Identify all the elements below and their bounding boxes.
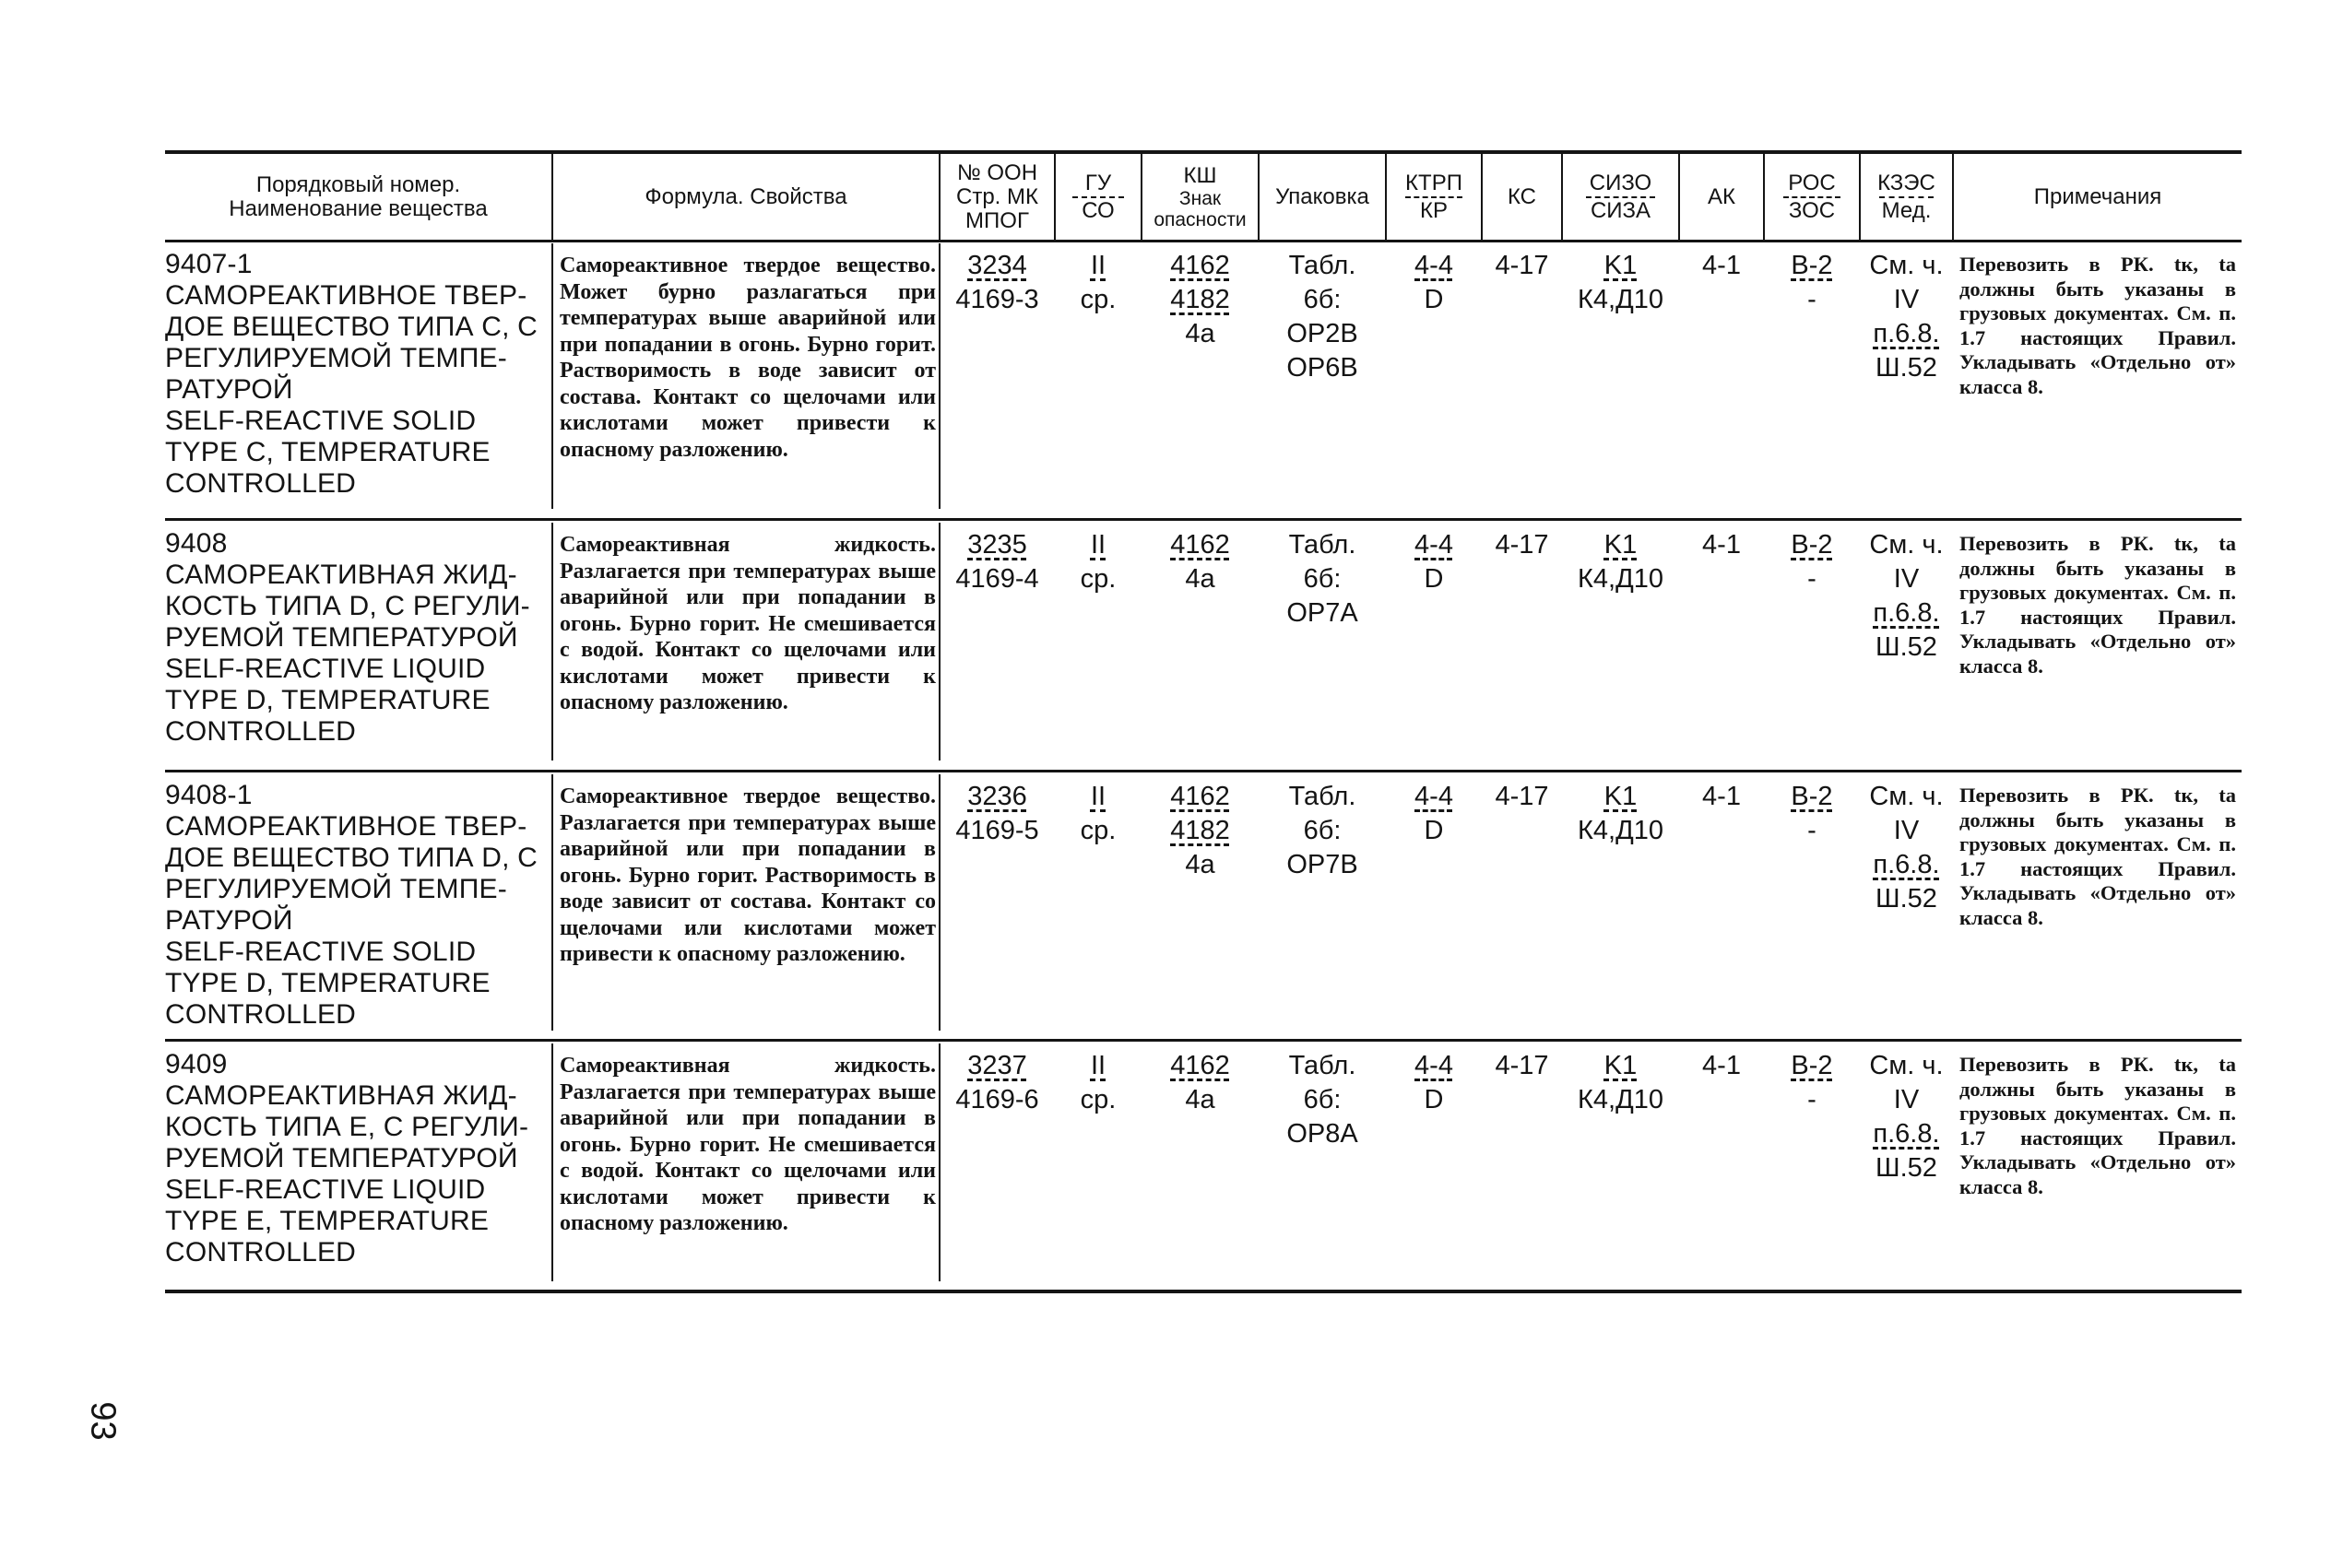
substance-name	[165, 249, 543, 500]
un-number	[941, 528, 1054, 596]
substance-name	[165, 528, 543, 748]
kzes-value-value: Ш.52	[1875, 884, 1937, 914]
sizo-value	[1563, 1049, 1678, 1117]
kzes-value-value: п.6.8.	[1873, 1119, 1940, 1149]
substance-number: 9408	[165, 528, 228, 559]
substance-name-line: САМОРЕАКТИВНАЯ ЖИД-	[165, 560, 517, 590]
substance-name-line: TYPE D, TEMPERATURE	[165, 968, 491, 998]
ks-value: 4-17	[1495, 1051, 1549, 1080]
gu-value-value: II	[1090, 782, 1106, 811]
header-ktrp	[1387, 154, 1481, 240]
packaging-value: OP7A	[1286, 598, 1358, 628]
kzes-value	[1861, 780, 1952, 916]
substance-name-line: РУЕМОЙ ТЕМПЕРАТУРОЙ	[165, 1143, 518, 1173]
un-number-value: 4169-6	[955, 1085, 1039, 1114]
kzes-value-value: п.6.8.	[1873, 850, 1940, 879]
table-bottom-rule	[165, 1290, 2242, 1293]
header-ksh	[1142, 154, 1258, 240]
header-text: Примечания	[2033, 183, 2162, 209]
header-ks	[1483, 154, 1561, 240]
header-sizo	[1563, 154, 1678, 240]
ktrp-value	[1387, 1049, 1481, 1117]
sizo-value-value: К4,Д10	[1578, 285, 1663, 314]
un-number-value: 3237	[967, 1051, 1027, 1080]
kzes-value-value: Ш.52	[1875, 1153, 1937, 1183]
sizo-value-value: K1	[1603, 530, 1638, 560]
kzes-value-value: См. ч.	[1869, 782, 1944, 811]
packaging-value: 6б:	[1303, 285, 1342, 314]
substance-name-line: ДОЕ ВЕЩЕСТВО ТИПА С, С	[165, 312, 538, 342]
substance-name-line: TYPE C, TEMPERATURE	[165, 437, 491, 467]
header-text: Мед.	[1881, 197, 1932, 223]
ktrp-value	[1387, 249, 1481, 317]
header-gu	[1056, 154, 1141, 240]
header-text: Наименование вещества	[229, 195, 488, 221]
substance-name-line: САМОРЕАКТИВНАЯ ЖИД-	[165, 1080, 517, 1111]
page-number: 93	[83, 1401, 123, 1441]
kzes-value-value: Ш.52	[1875, 353, 1937, 383]
substance-name-line: SELF-REACTIVE LIQUID	[165, 1174, 486, 1205]
header-text: Стр. МК	[956, 183, 1038, 209]
sizo-value-value: K1	[1603, 1051, 1638, 1080]
ksh-value	[1142, 528, 1258, 596]
sizo-value	[1563, 780, 1678, 848]
ksh-value-value: 4162	[1170, 530, 1230, 560]
substance-properties: Самореактивная жидкость. Разлагается при температурах выше аварийной или при попадании в огонь. Бурно горит. Не смешивается с водой. Контакт со щелочами или кислотами может привести к опасному разложению.	[560, 533, 936, 714]
packaging-value: Табл.	[1288, 1051, 1356, 1080]
kzes-value	[1861, 1049, 1952, 1185]
ktrp-value-value: D	[1424, 816, 1444, 845]
header-text: АК	[1708, 183, 1735, 209]
un-number-value: 4169-4	[955, 564, 1039, 594]
ktrp-value-value: 4-4	[1414, 530, 1453, 560]
column-divider	[551, 774, 553, 1031]
packaging	[1260, 249, 1385, 385]
gu-value-value: II	[1090, 251, 1106, 280]
header-text: СИЗА	[1590, 197, 1651, 223]
kzes-value-value: IV	[1893, 1085, 1920, 1114]
ak-value: 4-1	[1702, 530, 1741, 560]
substance-name	[165, 780, 543, 1031]
un-number	[941, 249, 1054, 317]
packaging-value: Табл.	[1288, 251, 1356, 280]
row-separator	[165, 1039, 2242, 1042]
substance-name-line: TYPE D, TEMPERATURE	[165, 685, 491, 715]
ktrp-value	[1387, 780, 1481, 848]
header-text: КС	[1507, 183, 1537, 209]
substance-name-line: КОСТЬ ТИПА Е, С РЕГУЛИ-	[165, 1112, 529, 1142]
gu-value	[1056, 780, 1141, 848]
ros-value	[1765, 528, 1859, 596]
gu-value-value: ср.	[1080, 564, 1117, 594]
substance-name-line: РУЕМОЙ ТЕМПЕРАТУРОЙ	[165, 622, 518, 653]
ktrp-value-value: D	[1424, 1085, 1444, 1114]
header-text: ЗОС	[1788, 197, 1836, 223]
un-number-value: 3236	[967, 782, 1027, 811]
ksh-value-value: 4162	[1170, 251, 1230, 280]
header-text: Знак	[1178, 187, 1222, 209]
header-text: № ООН	[956, 159, 1038, 185]
sizo-value-value: K1	[1603, 251, 1638, 280]
header-kzes	[1861, 154, 1952, 240]
header-order-number	[165, 154, 551, 240]
header-ak	[1680, 154, 1763, 240]
kzes-value-value: IV	[1893, 816, 1920, 845]
kzes-value-value: См. ч.	[1869, 251, 1944, 280]
header-text: КШ	[1183, 162, 1217, 188]
ktrp-value-value: 4-4	[1414, 1051, 1453, 1080]
ksh-value	[1142, 249, 1258, 351]
sizo-value	[1563, 528, 1678, 596]
packaging-value: OP6B	[1286, 353, 1358, 383]
ros-value-value: В-2	[1791, 251, 1833, 280]
header-bottom-rule	[165, 240, 2242, 242]
ak-value: 4-1	[1702, 1051, 1741, 1080]
row-separator	[165, 518, 2242, 521]
kzes-value-value: IV	[1893, 564, 1920, 594]
un-number-value: 3234	[967, 251, 1027, 280]
header-text: СО	[1082, 197, 1115, 223]
header-text: Порядковый номер.	[255, 171, 461, 197]
gu-value-value: ср.	[1080, 285, 1117, 314]
header-text: Формула. Свойства	[645, 183, 847, 209]
gu-value-value: ср.	[1080, 1085, 1117, 1114]
column-divider	[551, 243, 553, 509]
ksh-value-value: 4162	[1170, 782, 1230, 811]
ros-value-value: -	[1807, 1085, 1816, 1114]
ksh-value-value: 4а	[1185, 850, 1215, 879]
kzes-value-value: п.6.8.	[1873, 598, 1940, 628]
ksh-value-value: 4182	[1170, 816, 1230, 845]
header-text: Упаковка	[1275, 183, 1369, 209]
ros-value-value: -	[1807, 816, 1816, 845]
substance-name-line: САМОРЕАКТИВНОЕ ТВЕР-	[165, 811, 527, 842]
substance-name-line: КОСТЬ ТИПА D, С РЕГУЛИ-	[165, 591, 530, 621]
gu-value-value: II	[1090, 1051, 1106, 1080]
header-text: РОС	[1788, 170, 1836, 195]
kzes-value	[1861, 528, 1952, 665]
packaging-value: Табл.	[1288, 782, 1356, 811]
header-formula	[553, 154, 939, 240]
header-text: опасности	[1154, 208, 1247, 230]
sizo-value-value: К4,Д10	[1578, 816, 1663, 845]
gu-value	[1056, 1049, 1141, 1117]
substance-number: 9408-1	[165, 780, 253, 810]
substance-number: 9409	[165, 1049, 228, 1079]
header-text: ГУ	[1084, 170, 1112, 195]
kzes-value-value: IV	[1893, 285, 1920, 314]
kzes-value-value: Ш.52	[1875, 632, 1937, 662]
ksh-value-value: 4182	[1170, 285, 1230, 314]
ktrp-value	[1387, 528, 1481, 596]
sizo-value-value: К4,Д10	[1578, 564, 1663, 594]
substance-name-line: РАТУРОЙ	[165, 905, 293, 936]
ksh-value	[1142, 780, 1258, 882]
kzes-value-value: См. ч.	[1869, 530, 1944, 560]
header-text: КТРП	[1405, 170, 1462, 195]
ksh-value-value: 4а	[1185, 319, 1215, 348]
packaging	[1260, 1049, 1385, 1151]
header-text: КЗЭС	[1877, 170, 1935, 195]
substance-name	[165, 1049, 543, 1268]
substance-name-line: SELF-REACTIVE SOLID	[165, 937, 477, 967]
substance-properties: Самореактивная жидкость. Разлагается при температурах выше аварийной или при попадании в огонь. Бурно горит. Не смешивается с водой. Контакт со щелочами или кислотами может привести к опасному разложению.	[560, 1054, 936, 1235]
kzes-value-value: п.6.8.	[1873, 319, 1940, 348]
kzes-value-value: См. ч.	[1869, 1051, 1944, 1080]
notes: Перевозить в РК. tк, tа должны быть указаны в грузовых документах. См. п. 1.7 настоящих Правил. Укладывать «Отдельно от» класса 8.	[1959, 532, 2236, 678]
substance-name-line: TYPE E, TEMPERATURE	[165, 1206, 490, 1236]
sizo-value	[1563, 249, 1678, 317]
ksh-value	[1142, 1049, 1258, 1117]
ktrp-value-value: 4-4	[1414, 782, 1453, 811]
packaging-value: 6б:	[1303, 816, 1342, 845]
ros-value-value: В-2	[1791, 530, 1833, 560]
header-ros	[1765, 154, 1859, 240]
packaging-value: 6б:	[1303, 1085, 1342, 1114]
packaging-value: OP7B	[1286, 850, 1358, 879]
substance-name-line: САМОРЕАКТИВНОЕ ТВЕР-	[165, 280, 527, 311]
substance-name-line: CONTROLLED	[165, 1237, 357, 1267]
packaging-value: 6б:	[1303, 564, 1342, 594]
ros-value-value: В-2	[1791, 782, 1833, 811]
header-text: СИЗО	[1589, 170, 1652, 195]
substance-name-line: CONTROLLED	[165, 468, 357, 499]
ksh-value-value: 4а	[1185, 564, 1215, 594]
notes: Перевозить в РК. tк, tа должны быть указаны в грузовых документах. См. п. 1.7 настоящих Правил. Укладывать «Отдельно от» класса 8.	[1959, 784, 2236, 929]
gu-value	[1056, 249, 1141, 317]
sizo-value-value: K1	[1603, 782, 1638, 811]
substance-name-line: SELF-REACTIVE SOLID	[165, 406, 477, 436]
packaging	[1260, 780, 1385, 882]
ksh-value-value: 4162	[1170, 1051, 1230, 1080]
ak-value: 4-1	[1702, 782, 1741, 811]
kzes-value	[1861, 249, 1952, 385]
header-notes	[1954, 154, 2242, 240]
ktrp-value-value: D	[1424, 285, 1444, 314]
substance-name-line: РЕГУЛИРУЕМОЙ ТЕМПЕ-	[165, 343, 507, 373]
header-packaging	[1260, 154, 1385, 240]
substance-name-line: SELF-REACTIVE LIQUID	[165, 654, 486, 684]
packaging-value: OP8A	[1286, 1119, 1358, 1149]
notes: Перевозить в РК. tк, tа должны быть указаны в грузовых документах. См. п. 1.7 настоящих Правил. Укладывать «Отдельно от» класса 8.	[1959, 1053, 2236, 1198]
substance-name-line: CONTROLLED	[165, 716, 357, 747]
ktrp-value-value: D	[1424, 564, 1444, 594]
header-un-number	[941, 154, 1054, 240]
substance-name-line: CONTROLLED	[165, 999, 357, 1030]
un-number	[941, 780, 1054, 848]
ks-value: 4-17	[1495, 782, 1549, 811]
packaging	[1260, 528, 1385, 631]
header-text: КР	[1420, 197, 1448, 223]
gu-value-value: ср.	[1080, 816, 1117, 845]
gu-value	[1056, 528, 1141, 596]
column-divider	[551, 523, 553, 760]
ros-value	[1765, 249, 1859, 317]
ros-value	[1765, 780, 1859, 848]
sizo-value-value: К4,Д10	[1578, 1085, 1663, 1114]
packaging-value: Табл.	[1288, 530, 1356, 560]
ak-value: 4-1	[1702, 251, 1741, 280]
header-text: МПОГ	[965, 207, 1029, 233]
ros-value-value: В-2	[1791, 1051, 1833, 1080]
un-number-value: 3235	[967, 530, 1027, 560]
ktrp-value-value: 4-4	[1414, 251, 1453, 280]
gu-value-value: II	[1090, 530, 1106, 560]
ks-value: 4-17	[1495, 530, 1549, 560]
row-separator	[165, 770, 2242, 772]
substance-name-line: РАТУРОЙ	[165, 374, 293, 405]
ros-value-value: -	[1807, 564, 1816, 594]
column-divider	[551, 1043, 553, 1281]
substance-name-line: ДОЕ ВЕЩЕСТВО ТИПА D, С	[165, 843, 538, 873]
ksh-value-value: 4а	[1185, 1085, 1215, 1114]
un-number	[941, 1049, 1054, 1117]
substance-name-line: РЕГУЛИРУЕМОЙ ТЕМПЕ-	[165, 874, 507, 904]
ros-value-value: -	[1807, 285, 1816, 314]
substance-properties: Самореактивное твердое вещество. Разлагается при температурах выше аварийной или при попадании в огонь. Бурно горит. Растворимость в воде зависит от состава. Контакт со щелочами или кислотами может привести к опасному разложению.	[560, 784, 936, 966]
substance-number: 9407-1	[165, 249, 253, 279]
ks-value: 4-17	[1495, 251, 1549, 280]
substance-properties: Самореактивное твердое вещество. Может бурно разлагаться при температурах выше аварийной или при попадании в огонь. Бурно горит. Растворимость в воде зависит от состава. Контакт со щелочами или кислотами может привести к опасному разложению.	[560, 253, 936, 462]
notes: Перевозить в РК. tк, tа должны быть указаны в грузовых документах. См. п. 1.7 настоящих Правил. Укладывать «Отдельно от» класса 8.	[1959, 253, 2236, 398]
packaging-value: OP2B	[1286, 319, 1358, 348]
un-number-value: 4169-3	[955, 285, 1039, 314]
un-number-value: 4169-5	[955, 816, 1039, 845]
ros-value	[1765, 1049, 1859, 1117]
